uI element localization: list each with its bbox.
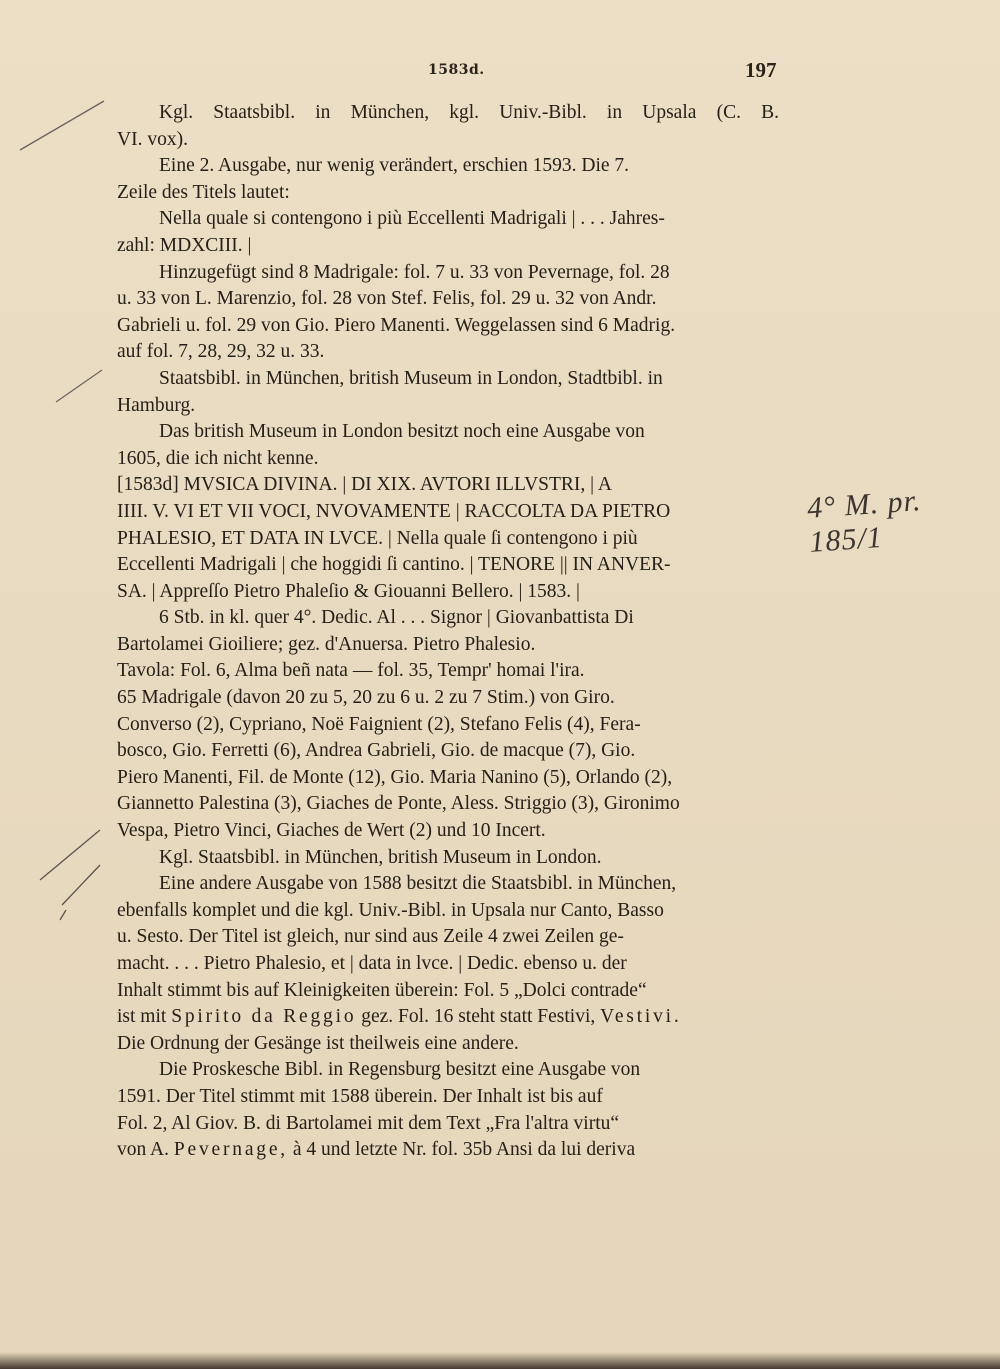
text-line: u. Sesto. Der Titel ist gleich, nur sind aus Zeile 4 zwei Zeilen ge- bbox=[117, 926, 624, 948]
text-line: Die Proskesche Bibl. in Regensburg besitzt eine Ausgabe von bbox=[159, 1059, 641, 1081]
text-line: Vespa, Pietro Vinci, Giaches de Wert (2) und 10 Incert. bbox=[117, 820, 546, 842]
text-line: zahl: MDXCIII. | bbox=[117, 234, 252, 256]
text-line: Hamburg. bbox=[117, 394, 196, 416]
text-line: Inhalt stimmt bis auf Kleinigkeiten überein: Fol. 5 „Dolci contrade“ bbox=[117, 979, 647, 1001]
text-line: Nella quale si contengono i più Eccellenti Madrigali | . . . Jahres- bbox=[159, 208, 665, 230]
text-line: Bartolamei Gioiliere; gez. d'Anuersa. Pietro Phalesio. bbox=[117, 633, 536, 655]
text-line: Das british Museum in London besitzt noch eine Ausgabe von bbox=[159, 421, 645, 443]
scan-edge-shadow bbox=[0, 1352, 1000, 1369]
text-line: Tavola: Fol. 6, Alma beñ nata — fol. 35, Tempr' homai l'ira. bbox=[117, 660, 585, 682]
pencil-stroke bbox=[56, 370, 102, 402]
text-segment: ist mit bbox=[117, 1006, 167, 1028]
text-segment: von A. bbox=[117, 1139, 170, 1161]
pencil-stroke bbox=[20, 101, 104, 150]
text-line: 1591. Der Titel stimmt mit 1588 überein. Der Inhalt ist bis auf bbox=[117, 1085, 603, 1107]
text-line: 6 Stb. in kl. quer 4°. Dedic. Al . . . Signor | Giovanbattista Di bbox=[159, 607, 634, 629]
text-line: auf fol. 7, 28, 29, 32 u. 33. bbox=[117, 341, 325, 363]
running-head: 1583d. bbox=[428, 62, 485, 78]
text-line: Zeile des Titels lautet: bbox=[117, 181, 290, 203]
text-line: Die Ordnung der Gesänge ist theilweis eine andere. bbox=[117, 1032, 519, 1054]
text-segment: à 4 und letzte Nr. fol. 35b Ansi da lui deriva bbox=[292, 1139, 636, 1161]
text-line: SA. | Appreſſo Pietro Phaleſio & Giouanni Bellero. | 1583. | bbox=[117, 580, 580, 602]
text-line: Giannetto Palestina (3), Giaches de Ponte, Aless. Striggio (3), Gironimo bbox=[117, 793, 680, 815]
pencil-stroke bbox=[60, 910, 66, 920]
text-line: Piero Manenti, Fil. de Monte (12), Gio. Maria Nanino (5), Orlando (2), bbox=[117, 766, 673, 788]
text-line: Kgl. Staatsbibl. in München, british Museum in London. bbox=[159, 846, 602, 868]
text-line: IIII. V. VI ET VII VOCI, NVOVAMENTE | RACCOLTA DA PIETRO bbox=[117, 500, 671, 522]
text-line: bosco, Gio. Ferretti (6), Andrea Gabrieli, Gio. de macque (7), Gio. bbox=[117, 740, 636, 762]
spaced-name: Vestivi. bbox=[600, 1006, 682, 1028]
text-line: ebenfalls komplet und die kgl. Univ.-Bibl. in Upsala nur Canto, Basso bbox=[117, 899, 664, 921]
text-line: Fol. 2, Al Giov. B. di Bartolamei mit dem Text „Fra l'altra virtu“ bbox=[117, 1112, 620, 1134]
text-line: 1605, die ich nicht kenne. bbox=[117, 447, 319, 469]
text-line: Converso (2), Cypriano, Noë Faignient (2), Stefano Felis (4), Fera- bbox=[117, 713, 641, 735]
pencil-stroke bbox=[40, 830, 100, 880]
text-segment: gez. Fol. 16 steht statt Festivi, bbox=[361, 1006, 596, 1028]
handwritten-shelfmark: 4° M. pr. 185/1 bbox=[806, 484, 923, 559]
text-line: VI. vox). bbox=[117, 128, 188, 150]
text-line: Staatsbibl. in München, british Museum in London, Stadtbibl. in bbox=[159, 367, 663, 389]
text-line: [1583d] MVSICA DIVINA. | DI XIX. AVTORI ILLVSTRI, | A bbox=[117, 474, 612, 496]
pencil-stroke bbox=[62, 865, 100, 905]
text-line: Kgl. Staatsbibl. in München, kgl. Univ.-Bibl. in Upsala (C. B. bbox=[159, 102, 779, 123]
text-line: Eine 2. Ausgabe, nur wenig verändert, erschien 1593. Die 7. bbox=[159, 155, 630, 177]
text-line: Gabrieli u. fol. 29 von Gio. Piero Manenti. Weggelassen sind 6 Madrig. bbox=[117, 314, 676, 336]
text-line: u. 33 von L. Marenzio, fol. 28 von Stef. Felis, fol. 29 u. 32 von Andr. bbox=[117, 288, 657, 310]
text-line: Eine andere Ausgabe von 1588 besitzt die Staatsbibl. in München, bbox=[159, 873, 677, 895]
page-number: 197 bbox=[745, 58, 777, 82]
text-line: Hinzugefügt sind 8 Madrigale: fol. 7 u. 33 von Pevernage, fol. 28 bbox=[159, 261, 670, 283]
text-line: PHALESIO, ET DATA IN LVCE. | Nella quale ſi contengono i più bbox=[117, 527, 638, 549]
text-line: Eccellenti Madrigali | che hoggidi ſi cantino. | TENORE || IN ANVER- bbox=[117, 554, 671, 576]
text-line: macht. . . . Pietro Phalesio, et | data in lvce. | Dedic. ebenso u. der bbox=[117, 953, 627, 974]
spaced-name: Spirito da Reggio bbox=[171, 1006, 357, 1028]
spaced-name: Pevernage, bbox=[173, 1139, 288, 1161]
text-line: 65 Madrigale (davon 20 zu 5, 20 zu 6 u. 2 zu 7 Stim.) von Giro. bbox=[117, 687, 615, 709]
